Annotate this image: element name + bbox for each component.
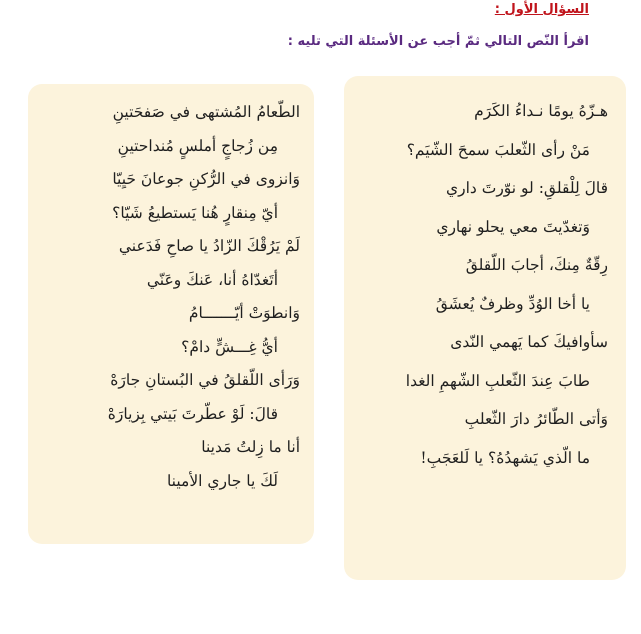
poem-panel-right xyxy=(344,76,626,580)
verse-line: وَأتى الطّائرُ دارَ الثّعلبِ xyxy=(464,410,608,428)
verse-line: ما الّذي يَشهدُهُ؟ يا لَلعَجَبِ! xyxy=(420,448,590,467)
poem-panel-left xyxy=(28,84,314,544)
verse-line: أيُّ غِـــشٍّ دامْ؟ xyxy=(181,337,278,356)
verse-line: وَتغدّيتَ معي يحلو نهاري xyxy=(436,217,590,236)
verse-line: مَنْ رأى الثّعلبَ سمحَ الشّيَم؟ xyxy=(406,140,590,159)
verse-line: مِن زُجاجٍ أملسٍ مُنداحتينِ xyxy=(117,136,278,155)
verse-line: لَمْ يَرُقْكَ الزّادُ يا صاحِ فَدَعني xyxy=(118,237,300,255)
question-heading: السؤال الأول : xyxy=(494,2,589,17)
verse-line: يا أخا الوُدِّ وظرفٌ يُعشَقُ xyxy=(435,294,590,313)
verse-line: قالَ: لَوْ عطّرتَ بَيتي بِزيارَهْ xyxy=(107,404,278,423)
verse-line: الطّعامُ المُشتهى في صَفحَتينِ xyxy=(112,103,300,121)
verse-line: أتَغدّاهُ أنا، عَنكَ وعَنّي xyxy=(146,270,278,289)
verse-line: رِقّةٌ مِنكَ، أجابَ اللّقلقُ xyxy=(465,256,608,274)
verse-line: هـزّهُ يومًا نـداءُ الكَرَم xyxy=(474,102,608,120)
verse-line: لَكَ يا جاري الأمينا xyxy=(166,471,278,490)
verse-line: طابَ عِندَ الثّعلبِ الشّهمِ الغدا xyxy=(405,371,590,390)
verse-line: أنا ما زِلتُ مَدينا xyxy=(201,438,300,456)
verse-line: سأوافيكَ كما يَهمي النّدى xyxy=(450,333,608,351)
verse-line: وَانطوَتْ أيّـــــــامُ xyxy=(188,304,300,322)
verse-line: وَانزوى في الرُّكنِ جوعانَ حَيِيّا xyxy=(112,170,300,188)
verse-line: أيّ مِنقارٍ هُنا يَستطيعُ شَيّا؟ xyxy=(112,203,278,222)
instruction-text: اقرأ النّص التالي ثمّ أجب عن الأسئلة التي تليه : xyxy=(287,34,589,49)
verse-line: قالَ لِلْقلقِ: لو نوّرتَ داري xyxy=(445,179,608,197)
verse-line: وَرَأى اللّقلقُ في البُستانِ جارَهْ xyxy=(110,371,300,389)
